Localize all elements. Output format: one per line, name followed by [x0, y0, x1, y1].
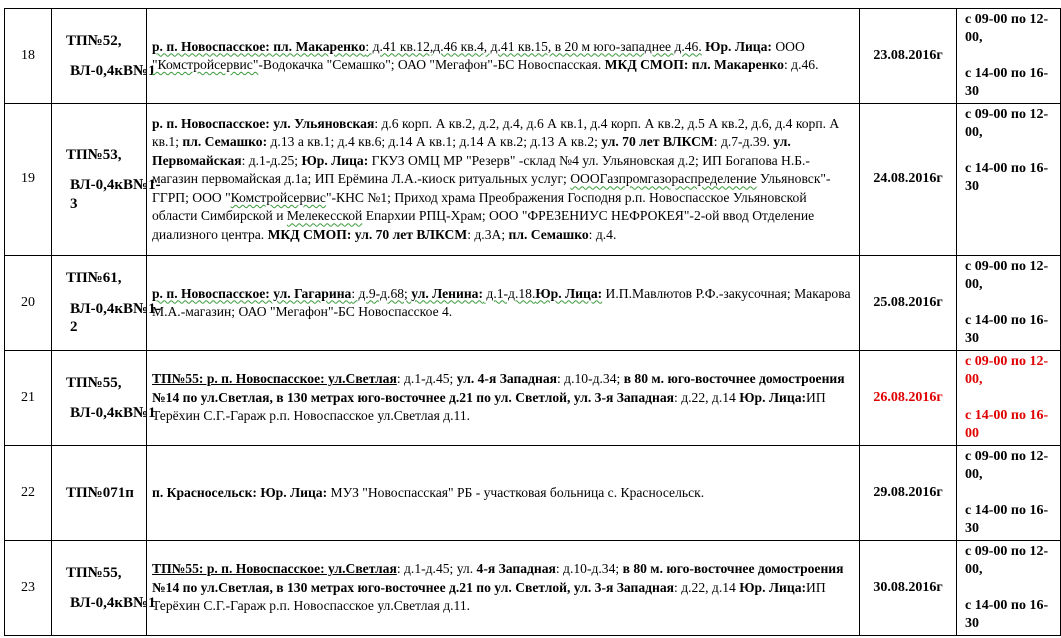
address-part: "Комстройсервис": [152, 57, 259, 72]
address-part: Епархии РПЦ-Храм; ООО "ФРЕЗЕНИУС НЕФРОКЕЯ"-2-ой ввод Отделение диализного центра.: [152, 208, 815, 242]
address-part: 4-я Западная: [476, 561, 556, 577]
address-part: : д.1-д.45; ул.: [396, 561, 477, 577]
address-part: Юр. Лица:: [535, 285, 603, 301]
table-row: [5, 351, 1061, 446]
address-part: : д.41 кв.12,д.46 кв.4, д.41 кв.15, в 20 м юго-западнее д.46.: [365, 38, 702, 54]
substation-name: ТП№55,: [66, 564, 122, 581]
address-part: Мелекесской: [286, 208, 363, 224]
address-part: -Водокачка "Семашко"; ОАО "Мегафон"-БС Новоспасская.: [258, 57, 605, 72]
row-number: 21: [5, 351, 52, 446]
substation-name: ТП№53,: [66, 146, 122, 163]
address-part: р. п. Новоспасское: ул. Ульяновская: [152, 115, 375, 131]
address-part: Ульяновск"-ГГРП; ООО ": [152, 171, 831, 205]
address-part: : д.10-д.34;: [555, 561, 623, 577]
row-number: 20: [5, 256, 52, 351]
time-cell: [957, 541, 1061, 636]
row-number: 19: [5, 104, 52, 256]
address-part: ИП Терёхин С.Г.-Гараж р.п. Новоспасское ул.Светлая д.11.: [152, 579, 826, 614]
address-part: ТП№55: р. п. Новоспасское: ул.Светлая: [152, 561, 397, 577]
address-part: : д.22, д.14: [674, 389, 740, 405]
table-row: [5, 9, 1061, 104]
address-cell: [147, 256, 860, 351]
time-afternoon: с 14-00 по 16-30: [965, 313, 1049, 346]
address-part: И.П.Мавлютов Р.Ф.-закусочная; Макарова М.А.-магазин; ОАО "Мегафон"-БС Новоспасское 4.: [152, 285, 851, 319]
substation-name: ТП№52,: [66, 32, 122, 49]
substation-cell: [52, 9, 156, 104]
address-part: пл. Семашко: [508, 226, 589, 242]
time-afternoon: с 14-00 по 16-30: [965, 161, 1049, 194]
address-part: : д.1-д.45;: [396, 371, 457, 387]
table-row: [5, 256, 1061, 351]
address-part: : д.22, д.14: [674, 579, 740, 595]
address-part: МКД СМОП: пл. Макаренко: [604, 57, 784, 72]
table-row: [5, 446, 1061, 541]
date-cell: 30.08.2016г: [860, 541, 957, 636]
address-part: : д.3А;: [467, 226, 509, 242]
address-part: д.1-д.18.: [483, 285, 536, 301]
address-part: : д.7-д.39.: [713, 134, 774, 150]
line-name: ВЛ-0,4кВ№1-3: [70, 177, 161, 212]
address-part: Юр. Лица:: [705, 38, 772, 54]
address-cell: [147, 446, 860, 541]
address-part: ул. Первомайская: [152, 134, 791, 168]
address-part: в 80 м. юго-восточнее домостроения №14 по ул.Светлая, в 130 метрах юго-восточнее д.21 по ул. Светлой, ул. 3-я Западная: [152, 561, 844, 595]
address-part: ул. 70 лет ВЛКСМ: [601, 134, 714, 150]
date-cell: 29.08.2016г: [860, 446, 957, 541]
time-morning: с 09-00 по 12-00,: [965, 259, 1049, 292]
address-cell: [147, 351, 860, 446]
address-part: Юр. Лица:: [739, 389, 807, 405]
address-part: ул. Ленина:: [411, 285, 484, 301]
address-part: п. Красносельск: Юр. Лица:: [152, 484, 328, 500]
substation-cell: [52, 351, 156, 446]
address-part: р. п. Новоспасское: ул. Гагарина: [152, 285, 352, 301]
address-cell: [147, 541, 860, 636]
table-row: [5, 104, 1061, 256]
line-name: ВЛ-0,4кВ№1-2: [70, 300, 161, 336]
address-part: ТП№55: р. п. Новоспасское: ул.Светлая: [152, 371, 397, 387]
substation-cell: [52, 256, 161, 351]
address-part: Комстройсервис: [230, 189, 326, 205]
address-part: ОООГазпромгазораспределение: [570, 171, 757, 187]
address-part: : д.10-д.34;: [556, 371, 624, 387]
line-name: ВЛ-0,4кВ№1: [70, 63, 156, 79]
time-cell: [957, 9, 1061, 104]
address-part: Юр. Лица:: [739, 579, 807, 595]
address-part: ГКУЗ ОМЦ МР "Резерв" -склад №4 ул. Ульяновская д.2; ИП Богапова Н.Б.-магазин первомайская д.1а; ИП Ерёмина Л.А.-киоск ритуальных услуг;: [152, 152, 810, 187]
address-part: : д.46.: [783, 57, 819, 72]
time-morning: с 09-00 по 12-00,: [965, 544, 1049, 577]
time-afternoon: с 14-00 по 16-00: [965, 408, 1049, 441]
substation-name: ТП№071п: [66, 484, 134, 501]
address-part: : д.9-д.68;: [351, 285, 412, 301]
address-part: р. п. Новоспасское: пл. Макаренко: [152, 38, 366, 54]
address-part: пл. Семашко:: [182, 134, 268, 150]
address-part: д.13 а кв.1; д.4 кв.6; д.14 А кв.1; д.14 А кв.2; д.13 А кв.2;: [267, 134, 602, 150]
substation-cell: [52, 446, 147, 541]
address-part: МУЗ "Новоспасская" РБ - участковая больница с. Красносельск.: [327, 484, 705, 500]
time-afternoon: с 14-00 по 16-30: [965, 66, 1049, 99]
address-part: Юр. Лица:: [301, 152, 369, 168]
time-afternoon: с 14-00 по 16-30: [965, 503, 1049, 536]
address-cell: [147, 9, 860, 104]
substation-cell: [52, 541, 156, 636]
time-morning: с 09-00 по 12-00,: [965, 12, 1049, 45]
row-number: 18: [5, 9, 52, 104]
date-cell: 25.08.2016г: [860, 256, 957, 351]
address-part: : д.1-д.25;: [241, 152, 302, 168]
address-part: в 80 м. юго-восточнее домостроения №14 по ул.Светлая, в 130 метрах юго-восточнее д.21 по ул. Светлой, ул. 3-я Западная: [152, 371, 845, 405]
address-part: : д.6 корп. А кв.2, д.2, д.4, д.6 А кв.1, д.4 корп. А кв.2, д.5 А кв.2, д.6, д.4 корп. А кв.1;: [152, 115, 840, 150]
substation-name: ТП№61,: [66, 270, 122, 287]
time-cell: [957, 104, 1061, 256]
substation-name: ТП№55,: [66, 374, 122, 391]
time-morning: с 09-00 по 12-00,: [965, 354, 1049, 387]
address-part: ООО: [771, 38, 805, 54]
time-cell: [957, 256, 1061, 351]
time-morning: с 09-00 по 12-00,: [965, 107, 1049, 140]
outage-schedule-table: [4, 8, 1061, 636]
address-part: : д.4.: [588, 226, 617, 242]
date-cell: 23.08.2016г: [860, 9, 957, 104]
time-cell: [957, 351, 1061, 446]
address-part: "-КНС №1; Приход храма Преображения Господня р.п. Новоспасское Ульяновской области Симбирской и: [152, 189, 807, 224]
line-name: ВЛ-0,4кВ№1: [70, 405, 156, 421]
line-name: ВЛ-0,4кВ№1: [70, 595, 156, 611]
address-part: ИП Терёхин С.Г.-Гараж р.п. Новоспасское ул.Светлая д.11.: [152, 389, 826, 424]
address-cell: [147, 104, 860, 256]
row-number: 22: [5, 446, 52, 541]
table-row: [5, 541, 1061, 636]
address-part: ул. 4-я Западная: [456, 371, 557, 387]
time-cell: [957, 446, 1061, 541]
address-part: МКД СМОП: ул. 70 лет ВЛКСМ: [267, 226, 468, 242]
date-cell: 24.08.2016г: [860, 104, 957, 256]
row-number: 23: [5, 541, 52, 636]
time-morning: с 09-00 по 12-00,: [965, 449, 1049, 482]
date-cell: 26.08.2016г: [860, 351, 957, 446]
substation-cell: [52, 104, 161, 256]
time-afternoon: с 14-00 по 16-30: [965, 598, 1049, 631]
